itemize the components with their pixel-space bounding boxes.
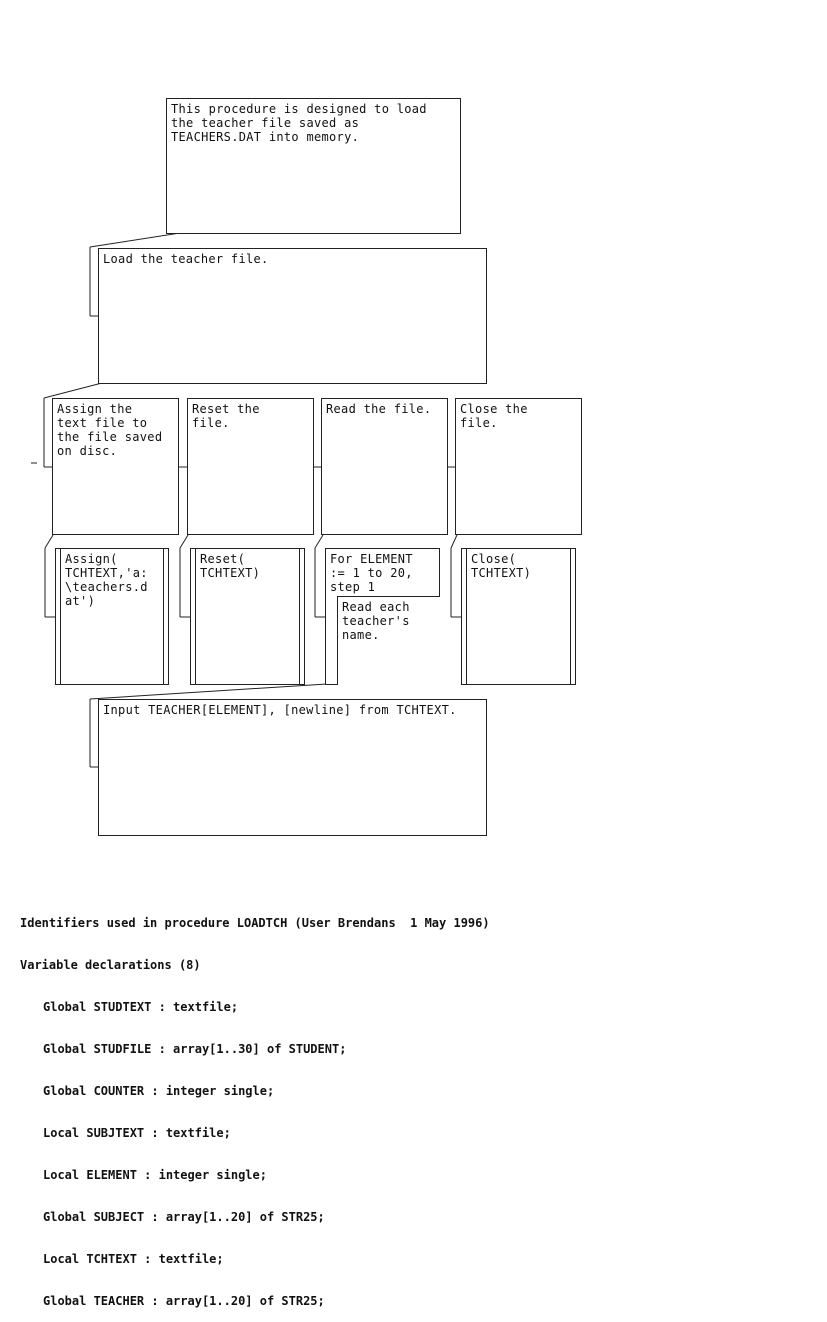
input-text: Input TEACHER[ELEMENT], [newline] from TCHTEXT. (103, 703, 457, 717)
code-box-bar-left (60, 549, 61, 684)
declaration-line: Global SUBJECT : array[1..20] of STR25; (43, 1210, 325, 1224)
code-box-assign (55, 548, 169, 685)
step-box-read (321, 398, 448, 535)
identifiers-heading: Identifiers used in procedure LOADTCH (User Brendans 1 May 1996) (20, 916, 490, 930)
code-box-loop (325, 548, 440, 685)
connector-main-steps (44, 383, 102, 398)
step-text-reset: Reset the file. (192, 402, 260, 430)
connector-step3-code (315, 535, 323, 548)
connector-step4-code (451, 535, 457, 548)
code-text-loop-header: For ELEMENT := 1 to 20, step 1 (330, 552, 413, 594)
step-box-assign (52, 398, 179, 535)
declaration-line: Global COUNTER : integer single; (43, 1084, 275, 1098)
main-task-box (98, 248, 487, 384)
connector-step1-code (45, 535, 53, 548)
declaration-line: Local TCHTEXT : textfile; (43, 1252, 224, 1266)
code-text-loop-body: Read each teacher's name. (342, 600, 410, 642)
step-text-close: Close the file. (460, 402, 528, 430)
declaration-line: Global TEACHER : array[1..20] of STR25; (43, 1294, 325, 1308)
step-text-assign: Assign the text file to the file saved on disc. (57, 402, 163, 458)
input-box (98, 699, 487, 836)
variable-declarations-heading: Variable declarations (8) (20, 958, 201, 972)
identifiers-footer (20, 888, 490, 1322)
main-task-text: Load the teacher file. (103, 252, 269, 266)
code-box-bar-left (466, 549, 467, 684)
step-box-close (455, 398, 582, 535)
code-box-reset (190, 548, 305, 685)
declaration-line: Local ELEMENT : integer single; (43, 1168, 267, 1182)
declaration-line: Local SUBJTEXT : textfile; (43, 1126, 231, 1140)
code-box-bar-left (195, 549, 196, 684)
declaration-line: Global STUDFILE : array[1..30] of STUDENT; (43, 1042, 347, 1056)
loop-body-box (337, 596, 440, 685)
description-text: This procedure is designed to load the teacher file saved as TEACHERS.DAT into memory. (171, 102, 427, 144)
step-box-reset (187, 398, 314, 535)
description-box (166, 98, 461, 234)
connector-desc-main (90, 233, 180, 247)
code-box-close (461, 548, 576, 685)
connector-step2-code (180, 535, 188, 548)
code-text-close: Close( TCHTEXT) (471, 552, 532, 580)
code-text-assign: Assign( TCHTEXT,'a: \teachers.d at') (65, 552, 148, 608)
declaration-line: Global STUDTEXT : textfile; (43, 1000, 239, 1014)
step-text-read: Read the file. (326, 402, 432, 416)
code-text-reset: Reset( TCHTEXT) (200, 552, 261, 580)
connector-loop-input (90, 684, 327, 699)
